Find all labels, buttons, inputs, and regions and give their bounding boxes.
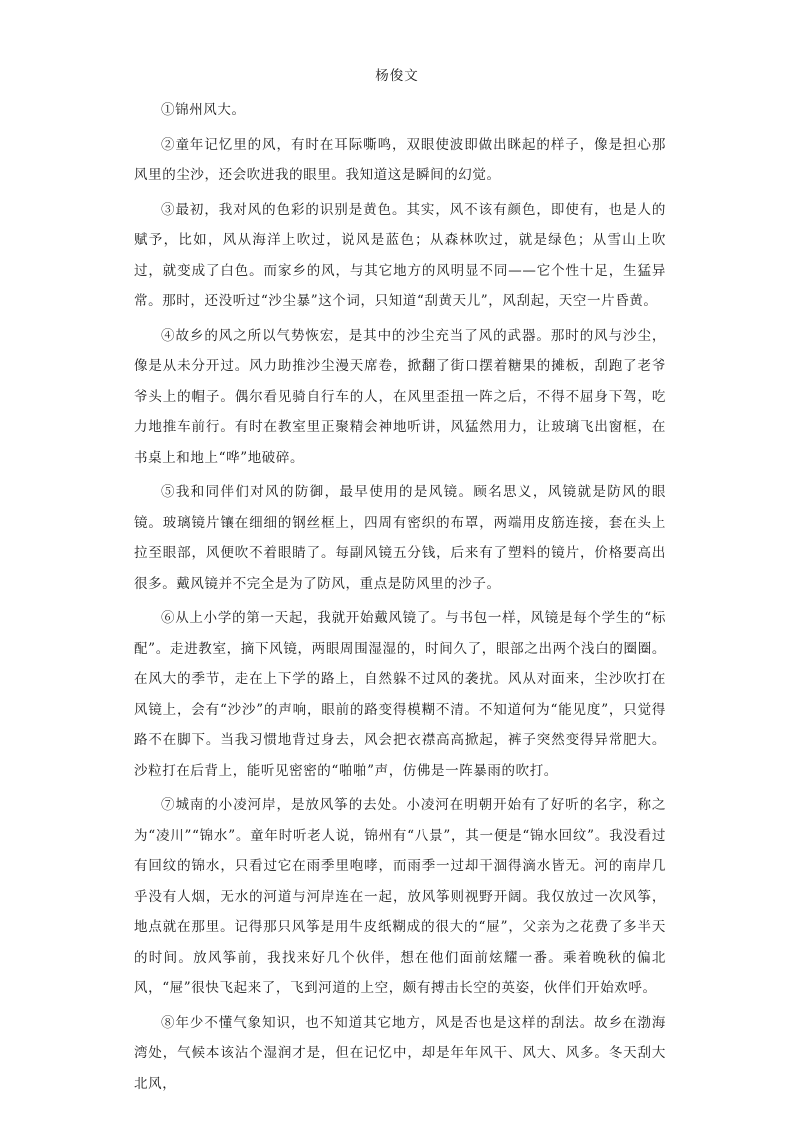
paragraph-1: ①锦州风大。 [161,102,246,118]
paragraph-2: ②童年记忆里的风，有时在耳际嘶鸣，双眼使波即做出眯起的样子，像是担心那风里的尘沙，还会吹进我的眼里。我知道这是瞬间的幻觉。 [134,136,666,183]
paragraph-8: ⑧年少不懂气象知识，也不知道其它地方，风是否也是这样的刮法。故乡在渤海湾处，气候本该沾个湿润才是，但在记忆中，却是年年风干、风大、风多。冬天刮大北风， [134,1014,666,1092]
author-name: 杨俊文 [375,68,419,84]
paragraph-6: ⑥从上小学的第一天起，我就开始戴风镜了。与书包一样，风镜是每个学生的“标配”。走进教室，摘下风镜，两眼周围湿湿的，时间久了，眼部之出两个浅白的圈圈。在风大的季节，走在上下学的路上，自然躲不过风的袭扰。风从对面来，尘沙吹打在风镜上，会有“沙沙”的声响，眼前的路变得模糊不清。不知道何为“能见度”，只觉得路不在脚下。当我习惯地背过身去，风会把衣襟高高掀起，裤子突然变得异常肥大。沙粒打在后背上，能听见密密的“啪啪”声，仿佛是一阵暴雨的吹打。 [134,610,666,779]
paragraph-3: ③最初，我对风的色彩的识别是黄色。其实，风不该有颜色，即使有，也是人的赋予，比如，风从海洋上吹过，说风是蓝色；从森林吹过，就是绿色；从雪山上吹过，就变成了白色。而家乡的风，与其它地方的风明显不同——它个性十足，生猛异常。那时，还没听过“沙尘暴”这个词，只知道“刮黄天儿”，风刮起，天空一片昏黄。 [134,201,666,309]
paragraph-5: ⑤我和同伴们对风的防御，最早使用的是风镜。顾名思义，风镜就是防风的眼镜。玻璃镜片镶在细细的钢丝框上，四周有密织的布罩，两端用皮筋连接，套在头上拉至眼部，风便吹不着眼睛了。每副风镜五分钱，后来有了塑料的镜片，价格要高出很多。戴风镜并不完全是为了防风，重点是防风里的沙子。 [134,484,666,592]
paragraph-4: ④故乡的风之所以气势恢宏，是其中的沙尘充当了风的武器。那时的风与沙尘，像是从未分开过。风力助推沙尘漫天席卷，掀翻了街口摆着糖果的摊板，刮跑了老爷爷头上的帽子。偶尔看见骑自行车的人，在风里歪扭一阵之后，不得不屈身下驾，吃力地推车前行。有时在教室里正聚精会神地听讲，风猛然用力，让玻璃飞出窗框，在书桌上和地上“哗”地破碎。 [134,327,666,466]
article-body [134,95,666,1103]
paragraph-7: ⑦城南的小凌河岸，是放风筝的去处。小凌河在明朝开始有了好听的名字，称之为“凌川”“锦水”。童年时听老人说，锦州有“八景”，其一便是“锦水回纹”。我没看过有回纹的锦水，只看过它在雨季里咆哮，而雨季一过却干涸得滴水皆无。河的南岸几乎没有人烟，无水的河道与河岸连在一起，放风筝则视野开阔。我仅放过一次风筝，地点就在那里。记得那只风筝是用牛皮纸糊成的很大的“屉”，父亲为之花费了多半天的时间。放风筝前，我找来好几个伙伴，想在他们面前炫耀一番。乘着晚秋的偏北风，“屉”很快飞起来了，飞到河道的上空，颇有搏击长空的英姿，伙伴们开始欢呼。 [134,797,666,996]
